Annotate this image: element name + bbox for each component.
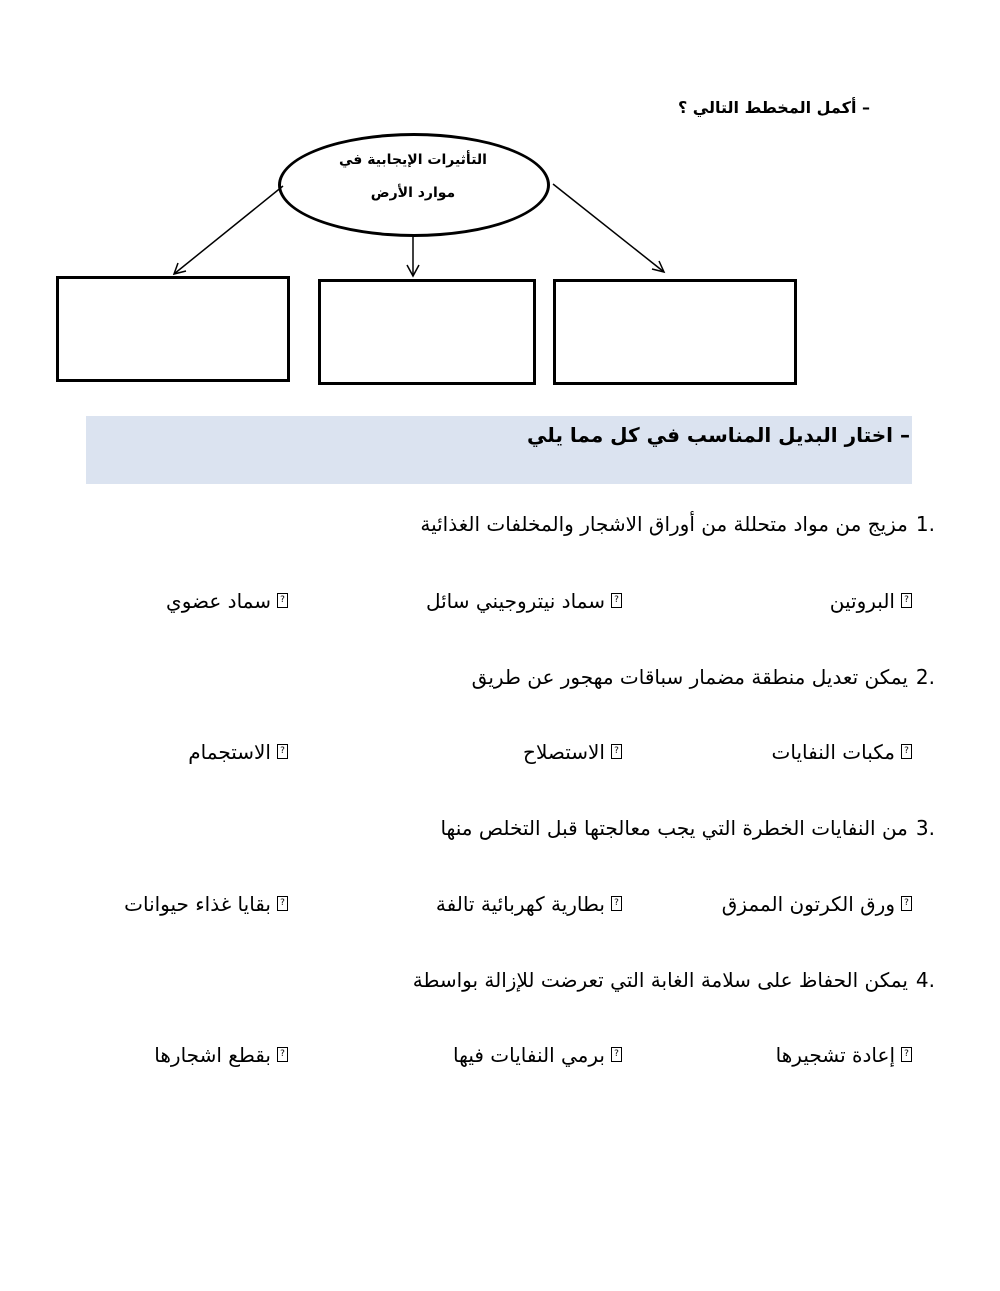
checkbox-icon[interactable]: ? — [901, 896, 912, 911]
arrow-right — [553, 184, 664, 272]
q1-option-2[interactable] — [426, 589, 622, 613]
diagram-answer-box-left[interactable] — [56, 276, 290, 382]
q1-option-1[interactable] — [830, 589, 912, 613]
question-text: يمكن الحفاظ على سلامة الغابة التي تعرضت للإزالة بواسطة — [412, 968, 908, 992]
diagram-instruction: – أكمل المخطط التالي ؟ — [677, 98, 870, 117]
checkbox-icon[interactable]: ? — [611, 593, 622, 608]
question-number: .1 — [915, 512, 935, 536]
question-1 — [420, 512, 935, 536]
checkbox-icon[interactable]: ? — [901, 593, 912, 608]
q2-option-3[interactable] — [188, 740, 288, 764]
option-label: البروتين — [829, 589, 895, 613]
checkbox-icon[interactable]: ? — [611, 1047, 622, 1062]
diagram-center-label-line2: موارد الأرض — [370, 185, 456, 201]
option-label: برمي النفايات فيها — [453, 1043, 605, 1067]
checkbox-icon[interactable]: ? — [277, 896, 288, 911]
checkbox-icon[interactable]: ? — [277, 744, 288, 759]
checkbox-icon[interactable]: ? — [611, 896, 622, 911]
option-label: بقطع اشجارها — [154, 1043, 271, 1067]
option-label: سماد عضوي — [166, 589, 271, 613]
option-label: بطارية كهربائية تالفة — [435, 892, 605, 916]
checkbox-icon[interactable]: ? — [901, 744, 912, 759]
checkbox-icon[interactable]: ? — [277, 593, 288, 608]
option-label: إعادة تشجيرها — [775, 1043, 895, 1067]
question-text: من النفايات الخطرة التي يجب معالجتها قبل التخلص منها — [440, 816, 908, 840]
question-number: .4 — [915, 968, 935, 992]
checkbox-icon[interactable]: ? — [901, 1047, 912, 1062]
q3-option-3[interactable] — [124, 892, 288, 916]
question-3 — [440, 816, 935, 840]
checkbox-icon[interactable]: ? — [611, 744, 622, 759]
q4-option-3[interactable] — [154, 1043, 288, 1067]
question-4 — [413, 968, 935, 992]
option-label: بقايا غذاء حيوانات — [124, 892, 271, 916]
option-label: سماد نيتروجيني سائل — [425, 589, 605, 613]
question-2 — [472, 665, 935, 689]
question-number: .2 — [915, 665, 935, 689]
q3-option-2[interactable] — [436, 892, 622, 916]
diagram-answer-box-right[interactable] — [553, 279, 797, 385]
q4-option-1[interactable] — [776, 1043, 912, 1067]
diagram-answer-box-middle[interactable] — [318, 279, 536, 385]
q2-option-1[interactable] — [772, 740, 912, 764]
checkbox-icon[interactable]: ? — [277, 1047, 288, 1062]
q2-option-2[interactable] — [523, 740, 622, 764]
q3-option-1[interactable] — [722, 892, 912, 916]
question-number: .3 — [915, 816, 935, 840]
question-text: يمكن تعديل منطقة مضمار سباقات مهجور عن طريق — [471, 665, 908, 689]
section-title: – اختار البديل المناسب في كل مما يلي — [527, 423, 910, 447]
option-label: ورق الكرتون الممزق — [721, 892, 895, 916]
question-text: مزيج من مواد متحللة من أوراق الاشجار والمخلفات الغذائية — [420, 512, 908, 536]
arrow-left — [174, 186, 283, 274]
q1-option-3[interactable] — [166, 589, 288, 613]
diagram-center-label-line1: التأثيرات الإيجابية في — [339, 152, 487, 168]
q4-option-2[interactable] — [453, 1043, 622, 1067]
option-label: مكبات النفايات — [771, 740, 895, 764]
option-label: الاستصلاح — [523, 740, 605, 764]
option-label: الاستجمام — [188, 740, 271, 764]
